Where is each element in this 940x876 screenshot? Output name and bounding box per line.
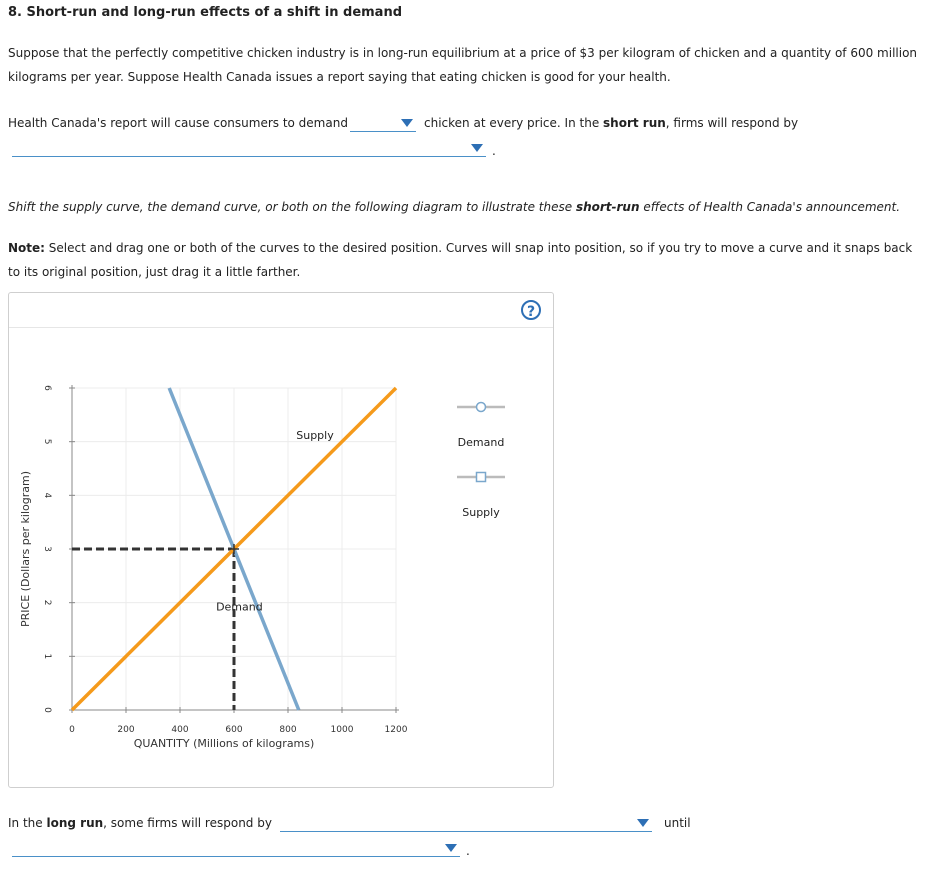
note-label: Note: (8, 241, 45, 255)
legend-demand-label: Demand (457, 436, 505, 449)
legend-demand-marker[interactable] (477, 403, 486, 412)
x-tick-label: 800 (279, 725, 297, 735)
demand-change-dropdown[interactable] (350, 115, 416, 132)
chevron-down-icon (637, 819, 649, 827)
lr-text (8, 816, 272, 830)
q1-period: . (492, 144, 496, 158)
x-tick-label: 200 (117, 725, 135, 735)
lr-until-text: until (664, 816, 691, 830)
instr-bold: short-run (575, 200, 640, 214)
x-tick-label: 1200 (384, 725, 408, 735)
note-paragraph (8, 236, 928, 284)
y-tick-label: 2 (42, 599, 52, 606)
q1-text-before: Health Canada's report will cause consumers to demand (8, 116, 348, 130)
demand-curve-label: Demand (216, 600, 263, 614)
short-run-response-dropdown[interactable] (12, 140, 486, 157)
instr-part2: effects of Health Canada's announcement. (643, 200, 901, 214)
x-tick-label: 1000 (330, 725, 354, 735)
q1-after-text: chicken at every price. In the (424, 116, 600, 130)
y-axis-title: PRICE (Dollars per kilogram) (19, 471, 32, 627)
note-line-2: to its original position, just drag it a little farther. (8, 265, 301, 279)
instr-part1: Shift the supply curve, the demand curve, or both on the following diagram to illustrate these (8, 200, 573, 214)
note-line-1 (8, 236, 928, 260)
chevron-down-icon (445, 844, 457, 852)
note-line1-text: Select and drag one or both of the curves to the desired position. Curves will snap into position, so if you try to move a curve and it snaps back (48, 241, 913, 255)
chevron-down-icon (471, 144, 483, 152)
x-tick-label: 400 (171, 725, 189, 735)
long-run-until-dropdown[interactable] (12, 840, 460, 857)
intro-line-2: kilograms per year. Suppose Health Canada issues a report saying that eating chicken is good for your health. (8, 70, 671, 84)
x-axis-title: QUANTITY (Millions of kilograms) (133, 737, 315, 750)
intro-line-1: Suppose that the perfectly competitive chicken industry is in long-run equilibrium at a price of $3 per kilogram of chicken and a quantity of 600 million (8, 46, 918, 60)
q1-end-text: , firms will respond by (665, 116, 799, 130)
supply-demand-chart[interactable] (9, 293, 553, 787)
lr-before-text: In the (8, 816, 43, 830)
lr-period: . (466, 844, 470, 858)
lr-bold-text: long run (46, 816, 104, 830)
q1-bold-text: short run (603, 116, 666, 130)
help-icon[interactable]: ? (521, 300, 541, 320)
y-tick-label: 0 (42, 707, 52, 713)
graph-panel (8, 292, 554, 788)
y-tick-label: 1 (42, 653, 52, 660)
legend-supply-label: Supply (462, 506, 500, 519)
instruction-text (8, 200, 900, 214)
q1-text-after (424, 116, 798, 130)
y-tick-label: 6 (42, 385, 52, 391)
x-tick-label: 600 (225, 725, 243, 735)
lr-after-text: , some firms will respond by (103, 816, 272, 830)
x-tick-label: 0 (69, 725, 75, 735)
question-title: 8. Short-run and long-run effects of a shift in demand (8, 5, 403, 20)
y-tick-label: 5 (42, 438, 52, 445)
legend-supply-marker[interactable] (477, 473, 486, 482)
chevron-down-icon (401, 119, 413, 127)
intro-paragraph (8, 41, 928, 89)
supply-curve-label: Supply (296, 428, 334, 442)
y-tick-label: 3 (42, 546, 52, 552)
y-tick-label: 4 (42, 492, 52, 499)
long-run-response-dropdown[interactable] (280, 815, 652, 832)
